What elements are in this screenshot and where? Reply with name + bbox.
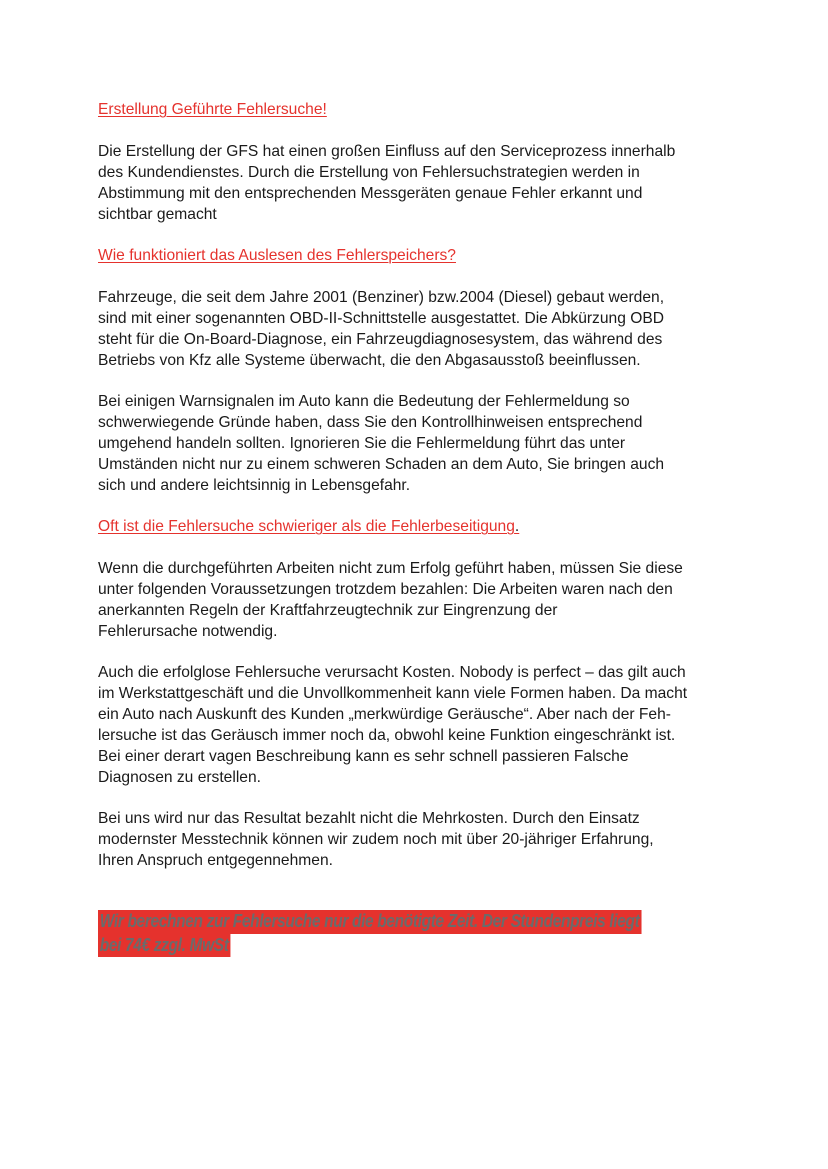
text-line: sind mit einer sogenannten OBD-II-Schnittstelle ausgestattet. Die Abkürzung OBD — [98, 310, 664, 327]
text-line: Fahrzeuge, die seit dem Jahre 2001 (Benziner) bzw.2004 (Diesel) gebaut werden, — [98, 289, 665, 306]
highlight-line: Wir berechnen zur Fehlersuche nur die benötigte Zeit. Der Stundenpreis liegt — [98, 910, 641, 934]
paragraph-gfs-intro — [98, 141, 738, 225]
heading-fehlerspeicher — [98, 245, 738, 266]
text-line: Fehlerursache notwendig. — [98, 623, 278, 640]
text-line: im Werkstattgeschäft und die Unvollkommenheit kann viele Formen haben. Da macht — [98, 685, 688, 702]
heading-text: Erstellung Geführte Fehlersuche! — [98, 101, 327, 118]
text-line: Bei uns wird nur das Resultat bezahlt nicht die Mehrkosten. Durch den Einsatz — [98, 810, 640, 827]
text-line: Diagnosen zu erstellen. — [98, 769, 261, 786]
text-line: steht für die On-Board-Diagnose, ein Fahrzeugdiagnosesystem, das während des — [98, 331, 663, 348]
text-line: modernster Messtechnik können wir zudem noch mit über 20-jähriger Erfahrung, — [98, 831, 654, 848]
text-line: lersuche ist das Geräusch immer noch da, obwohl keine Funktion eingeschränkt ist. — [98, 727, 676, 744]
highlight-line: bei 74€ zzgl. MwSt — [98, 934, 230, 958]
text-line: Die Erstellung der GFS hat einen großen Einfluss auf den Serviceprozess innerhalb — [98, 143, 676, 160]
text-line: Umständen nicht nur zu einem schweren Schaden an dem Auto, Sie bringen auch — [98, 456, 665, 473]
text-line: Bei einer derart vagen Beschreibung kann es sehr schnell passieren Falsche — [98, 748, 629, 765]
paragraph-warnsignale — [98, 391, 738, 496]
price-highlight — [98, 910, 730, 957]
text-line: Wenn die durchgeführten Arbeiten nicht zum Erfolg geführt haben, müssen Sie diese — [98, 560, 683, 577]
text-line: ein Auto nach Auskunft des Kunden „merkwürdige Geräusche“. Aber nach der Feh- — [98, 706, 671, 723]
text-line: umgehend handeln sollten. Ignorieren Sie die Fehlermeldung führt das unter — [98, 435, 626, 452]
text-line: Abstimmung mit den entsprechenden Messgeräten genaue Fehler erkannt und — [98, 185, 643, 202]
text-line: Betriebs von Kfz alle Systeme überwacht, die den Abgasausstoß beeinflussen. — [98, 352, 641, 369]
paragraph-resultat — [98, 808, 738, 871]
heading-period: . — [514, 518, 520, 535]
paragraph-bezahlung — [98, 558, 738, 642]
text-line: anerkannten Regeln der Kraftfahrzeugtechnik zur Eingrenzung der — [98, 602, 558, 619]
heading-gfs — [98, 99, 738, 120]
text-line: des Kundendienstes. Durch die Erstellung von Fehlersuchstrategien werden in — [98, 164, 640, 181]
text-line: sich und andere leichtsinnig in Lebensgefahr. — [98, 477, 411, 494]
text-line: unter folgenden Voraussetzungen trotzdem bezahlen: Die Arbeiten waren nach den — [98, 581, 673, 598]
heading-text: Oft ist die Fehlersuche schwieriger als die Fehlerbeseitigung — [98, 518, 515, 535]
text-line: Ihren Anspruch entgegennehmen. — [98, 852, 333, 869]
text-line: sichtbar gemacht — [98, 206, 217, 223]
text-line: schwerwiegende Gründe haben, dass Sie den Kontrollhinweisen entsprechend — [98, 414, 643, 431]
text-line: Bei einigen Warnsignalen im Auto kann die Bedeutung der Fehlermeldung so — [98, 393, 630, 410]
paragraph-kosten — [98, 662, 738, 788]
paragraph-obd — [98, 287, 738, 371]
heading-fehlersuche — [98, 516, 738, 537]
heading-text: Wie funktioniert das Auslesen des Fehlerspeichers? — [98, 247, 456, 264]
text-line: Auch die erfolglose Fehlersuche verursacht Kosten. Nobody is perfect – das gilt auch — [98, 664, 686, 681]
